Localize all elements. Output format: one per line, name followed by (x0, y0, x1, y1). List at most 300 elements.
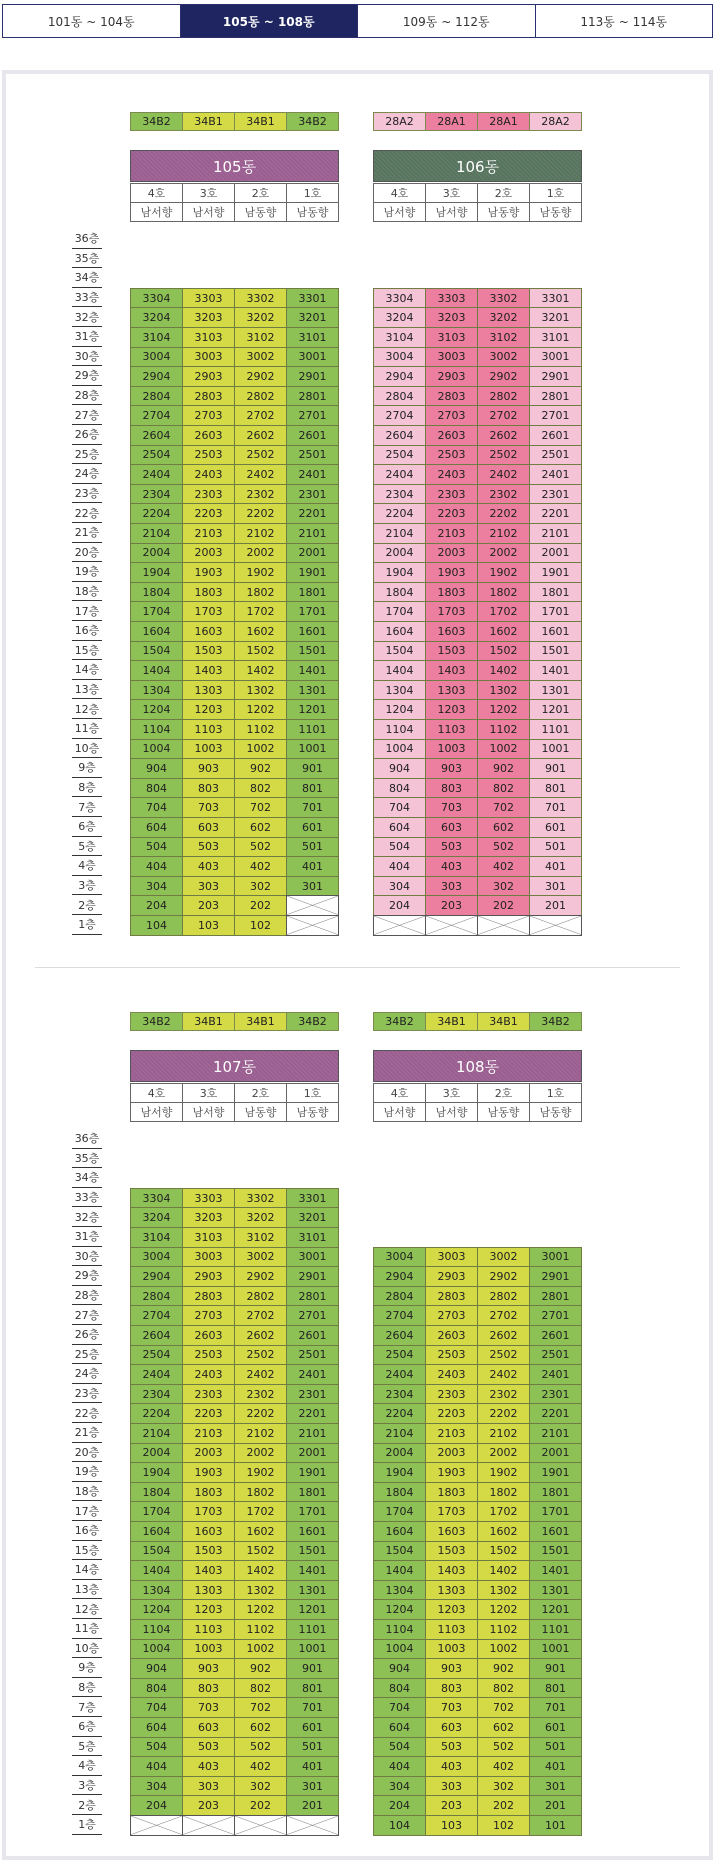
unit-cell[interactable]: 503 (182, 1737, 235, 1758)
unit-cell[interactable]: 2703 (182, 405, 235, 426)
unit-cell[interactable]: 2602 (477, 1325, 530, 1346)
unit-cell[interactable]: 2801 (529, 1286, 582, 1307)
unit-cell[interactable]: 3002 (234, 1247, 287, 1268)
unit-cell[interactable]: 502 (234, 837, 287, 858)
unit-cell[interactable]: 602 (234, 1717, 287, 1738)
unit-cell[interactable]: 2204 (130, 503, 183, 524)
unit-cell[interactable]: 1404 (130, 1560, 183, 1581)
unit-cell[interactable]: 2804 (373, 386, 426, 407)
unit-cell[interactable]: 1502 (477, 1541, 530, 1562)
unit-cell[interactable]: 2402 (234, 464, 287, 485)
unit-cell[interactable]: 2904 (373, 366, 426, 387)
unit-cell[interactable]: 302 (477, 876, 530, 897)
unit-cell[interactable]: 1602 (477, 621, 530, 642)
unit-cell[interactable]: 2902 (477, 1266, 530, 1287)
unit-cell[interactable]: 2104 (373, 1423, 426, 1444)
unit-cell[interactable]: 3101 (286, 327, 339, 348)
unit-cell[interactable]: 2703 (425, 405, 478, 426)
unit-cell[interactable]: 701 (286, 797, 339, 818)
unit-cell[interactable]: 1402 (234, 660, 287, 681)
unit-cell[interactable]: 2302 (477, 484, 530, 505)
unit-cell[interactable]: 501 (286, 837, 339, 858)
unit-cell[interactable]: 703 (182, 797, 235, 818)
unit-cell[interactable]: 3001 (529, 1247, 582, 1268)
unit-cell[interactable]: 2902 (477, 366, 530, 387)
unit-cell[interactable]: 902 (477, 758, 530, 779)
unit-cell[interactable]: 604 (373, 1717, 426, 1738)
unit-cell[interactable]: 904 (130, 1658, 183, 1679)
unit-cell[interactable]: 1801 (286, 582, 339, 603)
unit-cell[interactable]: 1901 (529, 1462, 582, 1483)
unit-cell[interactable]: 1103 (182, 1619, 235, 1640)
unit-cell[interactable]: 504 (373, 1737, 426, 1758)
unit-cell[interactable]: 803 (425, 1678, 478, 1699)
unit-cell[interactable]: 3003 (182, 347, 235, 368)
unit-cell[interactable]: 1704 (130, 1501, 183, 1522)
unit-cell[interactable]: 3103 (182, 1227, 235, 1248)
unit-cell[interactable]: 1004 (130, 739, 183, 760)
unit-cell[interactable]: 2304 (373, 484, 426, 505)
unit-cell[interactable]: 1704 (373, 601, 426, 622)
unit-cell[interactable]: 1703 (425, 1501, 478, 1522)
unit-cell[interactable]: 2201 (529, 1403, 582, 1424)
unit-cell[interactable]: 601 (529, 1717, 582, 1738)
unit-cell[interactable]: 1803 (182, 582, 235, 603)
unit-cell[interactable]: 2101 (286, 523, 339, 544)
unit-cell[interactable]: 3201 (529, 307, 582, 328)
unit-cell[interactable]: 2403 (425, 1364, 478, 1385)
unit-cell[interactable]: 404 (373, 1756, 426, 1777)
unit-cell[interactable]: 401 (529, 1756, 582, 1777)
unit-cell[interactable]: 402 (234, 1756, 287, 1777)
unit-cell[interactable]: 203 (182, 895, 235, 916)
unit-cell[interactable]: 902 (234, 1658, 287, 1679)
unit-cell[interactable]: 1404 (130, 660, 183, 681)
unit-cell[interactable]: 2001 (286, 1443, 339, 1464)
unit-cell[interactable]: 2504 (373, 445, 426, 466)
unit-cell[interactable]: 1003 (182, 739, 235, 760)
unit-cell[interactable]: 1803 (425, 582, 478, 603)
unit-cell[interactable]: 2304 (130, 1384, 183, 1405)
unit-cell[interactable]: 3001 (529, 347, 582, 368)
unit-cell[interactable]: 1601 (529, 1521, 582, 1542)
unit-cell[interactable]: 3203 (425, 307, 478, 328)
unit-cell[interactable]: 1304 (130, 1580, 183, 1601)
unit-cell[interactable]: 701 (529, 1697, 582, 1718)
unit-cell[interactable]: 704 (130, 1697, 183, 1718)
unit-cell[interactable]: 2404 (373, 464, 426, 485)
unit-cell[interactable]: 201 (529, 895, 582, 916)
unit-cell[interactable]: 2802 (234, 1286, 287, 1307)
unit-cell[interactable]: 2903 (182, 366, 235, 387)
unit-cell[interactable]: 2502 (234, 1345, 287, 1366)
unit-cell[interactable]: 3203 (182, 307, 235, 328)
unit-cell[interactable]: 2604 (373, 1325, 426, 1346)
unit-cell[interactable]: 1102 (234, 719, 287, 740)
unit-cell[interactable]: 1702 (477, 1501, 530, 1522)
unit-cell[interactable]: 1202 (234, 1599, 287, 1620)
unit-cell[interactable]: 2903 (425, 366, 478, 387)
unit-cell[interactable]: 803 (182, 1678, 235, 1699)
unit-cell[interactable]: 1904 (373, 1462, 426, 1483)
unit-cell[interactable]: 3204 (130, 1207, 183, 1228)
unit-cell[interactable]: 401 (286, 1756, 339, 1777)
unit-cell[interactable]: 1101 (529, 1619, 582, 1640)
unit-cell[interactable]: 2701 (529, 405, 582, 426)
unit-cell[interactable]: 204 (130, 895, 183, 916)
unit-cell[interactable]: 202 (477, 895, 530, 916)
unit-cell[interactable]: 104 (130, 915, 183, 936)
unit-cell[interactable]: 201 (286, 1795, 339, 1816)
unit-cell[interactable]: 3001 (286, 347, 339, 368)
unit-cell[interactable]: 2503 (182, 445, 235, 466)
unit-cell[interactable]: 1503 (425, 641, 478, 662)
unit-cell[interactable]: 3104 (130, 1227, 183, 1248)
unit-cell[interactable]: 1903 (182, 562, 235, 583)
unit-cell[interactable]: 2002 (234, 1443, 287, 1464)
unit-cell[interactable]: 2502 (234, 445, 287, 466)
unit-cell[interactable]: 2402 (477, 464, 530, 485)
unit-cell[interactable]: 704 (373, 797, 426, 818)
unit-cell[interactable]: 1304 (130, 680, 183, 701)
tab-105-108[interactable]: 105동 ~ 108동 (181, 5, 359, 37)
unit-cell[interactable]: 1603 (182, 621, 235, 642)
unit-cell[interactable]: 1301 (529, 1580, 582, 1601)
unit-cell[interactable]: 2003 (182, 1443, 235, 1464)
unit-cell[interactable]: 901 (286, 758, 339, 779)
unit-cell[interactable]: 1002 (234, 1639, 287, 1660)
unit-cell[interactable]: 1002 (234, 739, 287, 760)
unit-cell[interactable]: 2302 (234, 484, 287, 505)
unit-cell[interactable]: 2803 (182, 386, 235, 407)
unit-cell[interactable]: 1203 (182, 699, 235, 720)
unit-cell[interactable]: 3204 (373, 307, 426, 328)
unit-cell[interactable]: 3103 (425, 327, 478, 348)
unit-cell[interactable]: 2504 (130, 445, 183, 466)
unit-cell[interactable]: 2803 (425, 1286, 478, 1307)
unit-cell[interactable]: 1003 (425, 739, 478, 760)
unit-cell[interactable]: 903 (425, 758, 478, 779)
unit-cell[interactable]: 701 (529, 797, 582, 818)
unit-cell[interactable]: 2102 (234, 1423, 287, 1444)
unit-cell[interactable]: 2901 (286, 1266, 339, 1287)
unit-cell[interactable]: 2001 (529, 1443, 582, 1464)
unit-cell[interactable]: 3101 (286, 1227, 339, 1248)
unit-cell[interactable]: 802 (234, 1678, 287, 1699)
unit-cell[interactable]: 1602 (234, 621, 287, 642)
unit-cell[interactable]: 2603 (425, 1325, 478, 1346)
unit-cell[interactable]: 2502 (477, 445, 530, 466)
unit-cell[interactable]: 1903 (182, 1462, 235, 1483)
unit-cell[interactable]: 1701 (529, 1501, 582, 1522)
unit-cell[interactable]: 1803 (182, 1482, 235, 1503)
unit-cell[interactable]: 502 (477, 837, 530, 858)
unit-cell[interactable]: 1904 (130, 562, 183, 583)
unit-cell[interactable]: 3103 (182, 327, 235, 348)
unit-cell[interactable]: 2803 (425, 386, 478, 407)
unit-cell[interactable]: 2101 (529, 1423, 582, 1444)
tab-109-112[interactable]: 109동 ~ 112동 (358, 5, 536, 37)
unit-cell[interactable]: 1801 (529, 1482, 582, 1503)
unit-cell[interactable]: 404 (130, 1756, 183, 1777)
unit-cell[interactable]: 1103 (425, 719, 478, 740)
unit-cell[interactable]: 1401 (529, 660, 582, 681)
unit-cell[interactable]: 1401 (286, 1560, 339, 1581)
unit-cell[interactable]: 1302 (234, 680, 287, 701)
unit-cell[interactable]: 1102 (477, 1619, 530, 1640)
unit-cell[interactable]: 301 (286, 1776, 339, 1797)
unit-cell[interactable]: 2902 (234, 1266, 287, 1287)
unit-cell[interactable]: 1804 (130, 582, 183, 603)
unit-cell[interactable]: 1801 (529, 582, 582, 603)
unit-cell[interactable]: 1201 (529, 699, 582, 720)
unit-cell[interactable]: 803 (182, 778, 235, 799)
unit-cell[interactable]: 2901 (286, 366, 339, 387)
unit-cell[interactable]: 2202 (234, 503, 287, 524)
unit-cell[interactable]: 1101 (286, 1619, 339, 1640)
unit-cell[interactable]: 403 (182, 856, 235, 877)
unit-cell[interactable]: 2202 (477, 1403, 530, 1424)
unit-cell[interactable]: 401 (286, 856, 339, 877)
unit-cell[interactable]: 301 (529, 876, 582, 897)
unit-cell[interactable]: 1202 (477, 699, 530, 720)
unit-cell[interactable]: 2004 (130, 1443, 183, 1464)
unit-cell[interactable]: 3102 (477, 327, 530, 348)
unit-cell[interactable]: 1701 (529, 601, 582, 622)
unit-cell[interactable]: 1704 (373, 1501, 426, 1522)
unit-cell[interactable]: 1103 (425, 1619, 478, 1640)
unit-cell[interactable]: 2301 (286, 484, 339, 505)
unit-cell[interactable]: 1701 (286, 1501, 339, 1522)
unit-cell[interactable]: 3003 (182, 1247, 235, 1268)
unit-cell[interactable]: 1401 (286, 660, 339, 681)
unit-cell[interactable]: 2801 (286, 386, 339, 407)
unit-cell[interactable]: 2004 (373, 1443, 426, 1464)
unit-cell[interactable]: 902 (477, 1658, 530, 1679)
unit-cell[interactable]: 904 (373, 1658, 426, 1679)
unit-cell[interactable]: 3303 (425, 288, 478, 309)
unit-cell[interactable]: 1402 (477, 660, 530, 681)
unit-cell[interactable]: 703 (425, 1697, 478, 1718)
unit-cell[interactable]: 2602 (234, 1325, 287, 1346)
unit-cell[interactable]: 1603 (182, 1521, 235, 1542)
unit-cell[interactable]: 1601 (286, 621, 339, 642)
unit-cell[interactable]: 1801 (286, 1482, 339, 1503)
unit-cell[interactable]: 2403 (182, 464, 235, 485)
unit-cell[interactable]: 803 (425, 778, 478, 799)
unit-cell[interactable]: 2601 (529, 425, 582, 446)
unit-cell[interactable]: 2802 (234, 386, 287, 407)
unit-cell[interactable]: 2802 (477, 1286, 530, 1307)
unit-cell[interactable]: 1904 (130, 1462, 183, 1483)
unit-cell[interactable]: 304 (373, 1776, 426, 1797)
unit-cell[interactable]: 3003 (425, 1247, 478, 1268)
unit-cell[interactable]: 2104 (130, 1423, 183, 1444)
unit-cell[interactable]: 1604 (373, 621, 426, 642)
unit-cell[interactable]: 3104 (130, 327, 183, 348)
unit-cell[interactable]: 1703 (182, 1501, 235, 1522)
unit-cell[interactable]: 2004 (130, 543, 183, 564)
unit-cell[interactable]: 204 (373, 1795, 426, 1816)
unit-cell[interactable]: 804 (130, 778, 183, 799)
unit-cell[interactable]: 1202 (234, 699, 287, 720)
unit-cell[interactable]: 2904 (130, 366, 183, 387)
unit-cell[interactable]: 3101 (529, 327, 582, 348)
unit-cell[interactable]: 603 (182, 1717, 235, 1738)
unit-cell[interactable]: 701 (286, 1697, 339, 1718)
unit-cell[interactable]: 1004 (373, 1639, 426, 1660)
unit-cell[interactable]: 2404 (130, 464, 183, 485)
unit-cell[interactable]: 303 (425, 1776, 478, 1797)
unit-cell[interactable]: 2201 (286, 503, 339, 524)
unit-cell[interactable]: 1802 (234, 1482, 287, 1503)
unit-cell[interactable]: 201 (529, 1795, 582, 1816)
unit-cell[interactable]: 3002 (477, 347, 530, 368)
unit-cell[interactable]: 1902 (234, 562, 287, 583)
unit-cell[interactable]: 601 (529, 817, 582, 838)
unit-cell[interactable]: 1501 (286, 641, 339, 662)
unit-cell[interactable]: 504 (130, 1737, 183, 1758)
unit-cell[interactable]: 703 (425, 797, 478, 818)
unit-cell[interactable]: 502 (477, 1737, 530, 1758)
unit-cell[interactable]: 903 (182, 758, 235, 779)
unit-cell[interactable]: 204 (130, 1795, 183, 1816)
unit-cell[interactable]: 403 (425, 856, 478, 877)
unit-cell[interactable]: 3204 (130, 307, 183, 328)
unit-cell[interactable]: 2201 (286, 1403, 339, 1424)
unit-cell[interactable]: 2103 (182, 523, 235, 544)
unit-cell[interactable]: 2203 (182, 503, 235, 524)
unit-cell[interactable]: 1001 (286, 739, 339, 760)
unit-cell[interactable]: 3004 (130, 1247, 183, 1268)
unit-cell[interactable]: 1201 (529, 1599, 582, 1620)
unit-cell[interactable]: 2701 (529, 1305, 582, 1326)
unit-cell[interactable]: 2301 (529, 484, 582, 505)
unit-cell[interactable]: 702 (234, 797, 287, 818)
unit-cell[interactable]: 2604 (130, 425, 183, 446)
unit-cell[interactable]: 604 (373, 817, 426, 838)
unit-cell[interactable]: 3201 (286, 1207, 339, 1228)
unit-cell[interactable]: 303 (425, 876, 478, 897)
unit-cell[interactable]: 1302 (234, 1580, 287, 1601)
unit-cell[interactable]: 602 (234, 817, 287, 838)
unit-cell[interactable]: 2504 (130, 1345, 183, 1366)
unit-cell[interactable]: 504 (130, 837, 183, 858)
unit-cell[interactable]: 2501 (286, 445, 339, 466)
unit-cell[interactable]: 801 (286, 778, 339, 799)
unit-cell[interactable]: 901 (286, 1658, 339, 1679)
unit-cell[interactable]: 2602 (477, 425, 530, 446)
unit-cell[interactable]: 1403 (425, 1560, 478, 1581)
unit-cell[interactable]: 2204 (130, 1403, 183, 1424)
unit-cell[interactable]: 704 (373, 1697, 426, 1718)
unit-cell[interactable]: 304 (373, 876, 426, 897)
unit-cell[interactable]: 2204 (373, 503, 426, 524)
tab-101-104[interactable]: 101동 ~ 104동 (3, 5, 181, 37)
unit-cell[interactable]: 3302 (477, 288, 530, 309)
unit-cell[interactable]: 1702 (477, 601, 530, 622)
unit-cell[interactable]: 101 (529, 1815, 582, 1836)
unit-cell[interactable]: 901 (529, 1658, 582, 1679)
unit-cell[interactable]: 2601 (529, 1325, 582, 1346)
unit-cell[interactable]: 801 (529, 778, 582, 799)
unit-cell[interactable]: 2702 (234, 1305, 287, 1326)
unit-cell[interactable]: 2303 (425, 484, 478, 505)
unit-cell[interactable]: 2303 (182, 1384, 235, 1405)
unit-cell[interactable]: 3001 (286, 1247, 339, 1268)
unit-cell[interactable]: 2702 (234, 405, 287, 426)
unit-cell[interactable]: 3004 (373, 347, 426, 368)
unit-cell[interactable]: 2003 (425, 543, 478, 564)
unit-cell[interactable]: 2101 (286, 1423, 339, 1444)
unit-cell[interactable]: 203 (425, 1795, 478, 1816)
unit-cell[interactable]: 3202 (234, 1207, 287, 1228)
unit-cell[interactable]: 402 (477, 1756, 530, 1777)
unit-cell[interactable]: 1301 (286, 1580, 339, 1601)
unit-cell[interactable]: 2603 (182, 1325, 235, 1346)
unit-cell[interactable]: 1403 (182, 1560, 235, 1581)
unit-cell[interactable]: 1703 (182, 601, 235, 622)
unit-cell[interactable]: 2102 (234, 523, 287, 544)
unit-cell[interactable]: 1504 (373, 641, 426, 662)
unit-cell[interactable]: 2704 (130, 1305, 183, 1326)
unit-cell[interactable]: 704 (130, 797, 183, 818)
unit-cell[interactable]: 1603 (425, 1521, 478, 1542)
unit-cell[interactable]: 801 (286, 1678, 339, 1699)
unit-cell[interactable]: 1501 (529, 641, 582, 662)
unit-cell[interactable]: 402 (234, 856, 287, 877)
unit-cell[interactable]: 3203 (182, 1207, 235, 1228)
unit-cell[interactable]: 202 (234, 1795, 287, 1816)
unit-cell[interactable]: 2003 (425, 1443, 478, 1464)
unit-cell[interactable]: 1301 (286, 680, 339, 701)
unit-cell[interactable]: 903 (425, 1658, 478, 1679)
unit-cell[interactable]: 1402 (477, 1560, 530, 1581)
unit-cell[interactable]: 2601 (286, 1325, 339, 1346)
unit-cell[interactable]: 1702 (234, 1501, 287, 1522)
unit-cell[interactable]: 1604 (130, 1521, 183, 1542)
unit-cell[interactable]: 2804 (373, 1286, 426, 1307)
unit-cell[interactable]: 804 (373, 1678, 426, 1699)
unit-cell[interactable]: 1101 (529, 719, 582, 740)
unit-cell[interactable]: 2302 (477, 1384, 530, 1405)
unit-cell[interactable]: 2303 (182, 484, 235, 505)
unit-cell[interactable]: 604 (130, 817, 183, 838)
unit-cell[interactable]: 3102 (234, 1227, 287, 1248)
unit-cell[interactable]: 1903 (425, 562, 478, 583)
unit-cell[interactable]: 2603 (425, 425, 478, 446)
unit-cell[interactable]: 102 (477, 1815, 530, 1836)
unit-cell[interactable]: 903 (182, 1658, 235, 1679)
unit-cell[interactable]: 1303 (182, 1580, 235, 1601)
unit-cell[interactable]: 1604 (373, 1521, 426, 1542)
unit-cell[interactable]: 1901 (529, 562, 582, 583)
unit-cell[interactable]: 1501 (286, 1541, 339, 1562)
unit-cell[interactable]: 2003 (182, 543, 235, 564)
unit-cell[interactable]: 2203 (425, 1403, 478, 1424)
unit-cell[interactable]: 1802 (477, 1482, 530, 1503)
unit-cell[interactable]: 1001 (286, 1639, 339, 1660)
unit-cell[interactable]: 3301 (286, 1188, 339, 1209)
unit-cell[interactable]: 1403 (425, 660, 478, 681)
unit-cell[interactable]: 2801 (529, 386, 582, 407)
unit-cell[interactable]: 1802 (477, 582, 530, 603)
unit-cell[interactable]: 2404 (373, 1364, 426, 1385)
unit-cell[interactable]: 1304 (373, 1580, 426, 1601)
unit-cell[interactable]: 2001 (529, 543, 582, 564)
unit-cell[interactable]: 2103 (425, 523, 478, 544)
unit-cell[interactable]: 1203 (425, 699, 478, 720)
